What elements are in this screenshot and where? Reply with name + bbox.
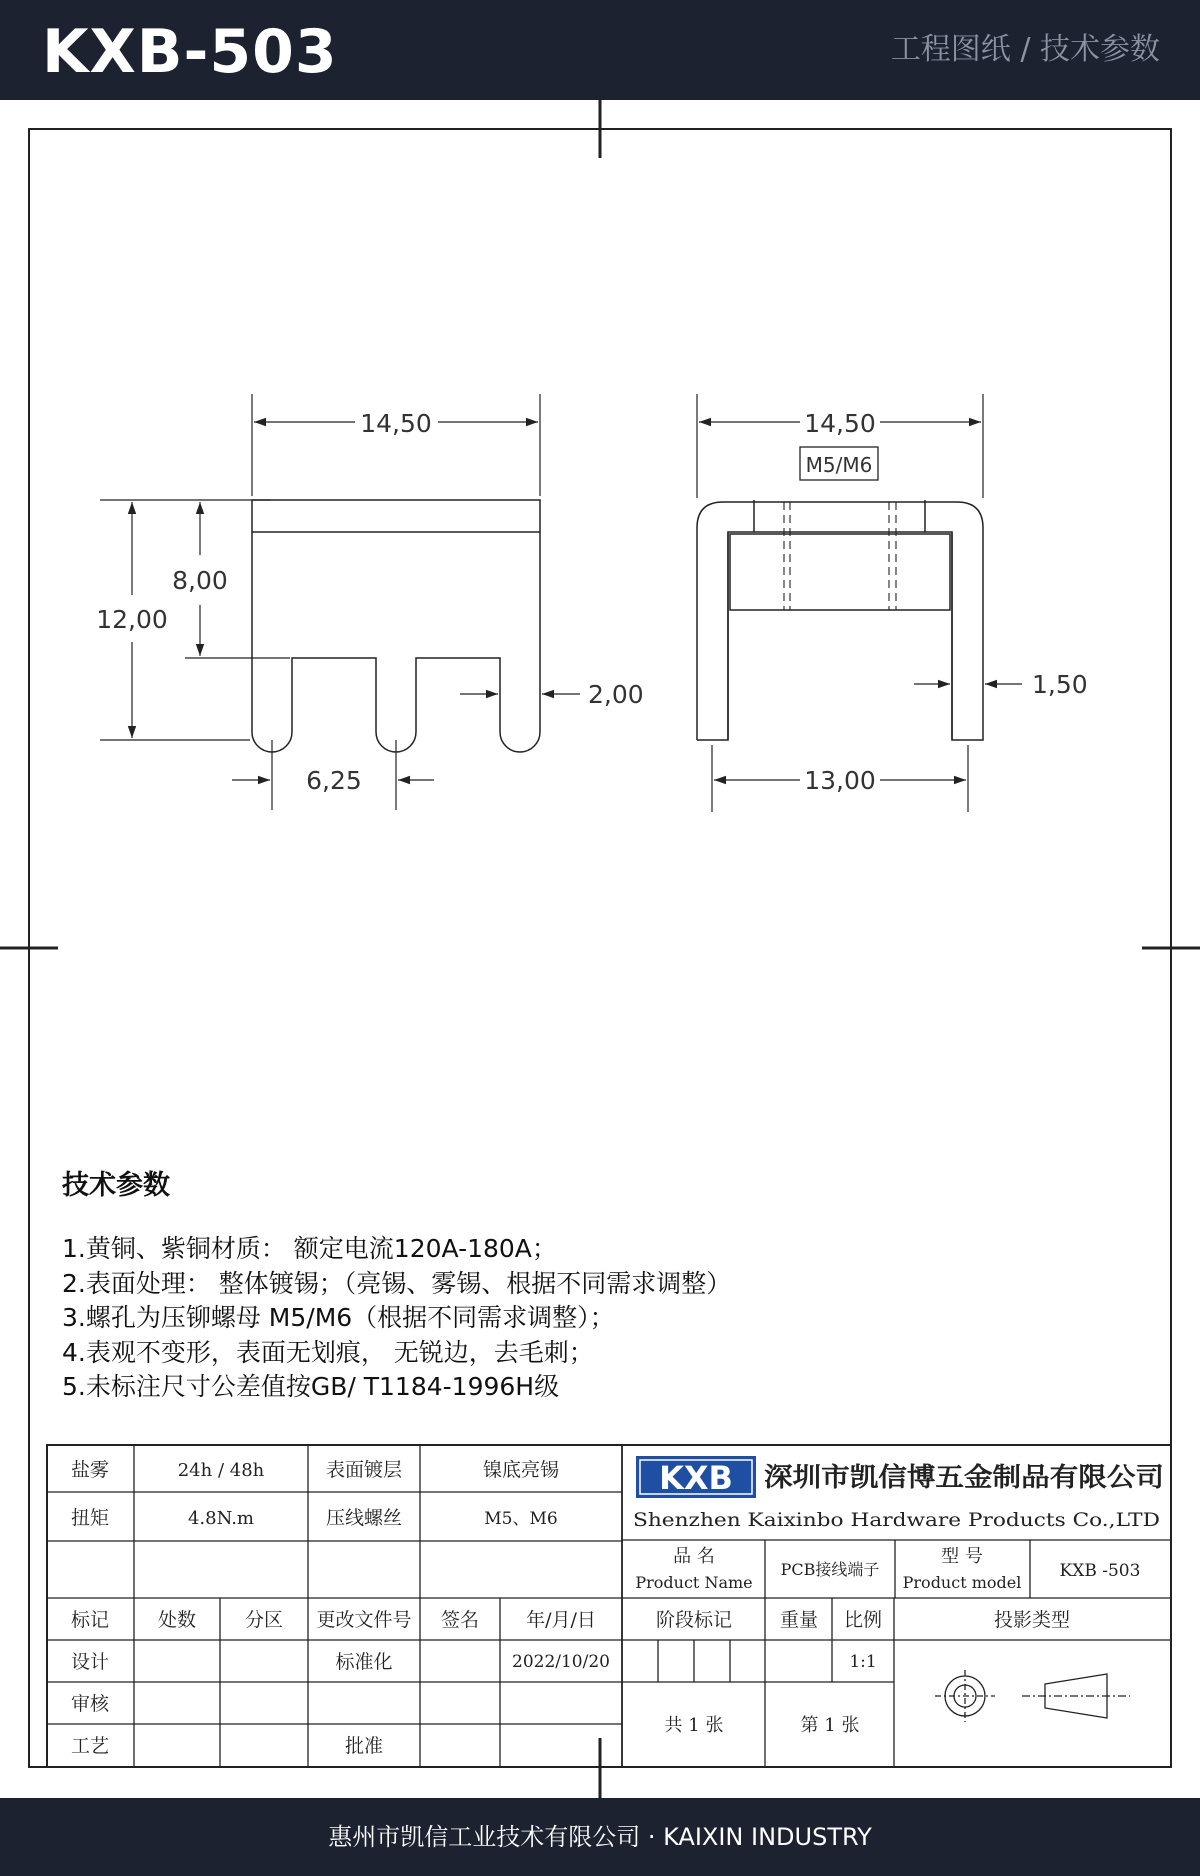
tech-param-item: 5.未标注尺寸公差值按GB/ T1184-1996H级 — [62, 1372, 560, 1401]
header-sign: 签名 — [440, 1609, 480, 1631]
dim-thickness: 1,50 — [1032, 670, 1088, 699]
torque-label: 扭矩 — [70, 1507, 110, 1529]
design-label: 设计 — [70, 1651, 110, 1673]
tech-param-item: 3.螺孔为压铆螺母 M5/M6（根据不同需求调整）； — [62, 1303, 615, 1332]
header-mark: 标记 — [70, 1609, 110, 1631]
model-title: KXB-503 — [42, 17, 338, 87]
product-model-label-en: Product model — [902, 1573, 1022, 1592]
company-name-cn: 深圳市凯信博五金制品有限公司 — [764, 1463, 1129, 1493]
dim-side-width: 14,50 — [804, 409, 876, 438]
logo-text: KXB — [659, 1459, 733, 1497]
screw-label: 压线螺丝 — [325, 1507, 403, 1529]
process-label: 工艺 — [70, 1735, 110, 1757]
header-date: 年/月/日 — [526, 1609, 596, 1631]
product-model-value: KXB -503 — [1059, 1561, 1141, 1581]
product-name-label-cn: 品 名 — [673, 1546, 715, 1567]
dim-front-height: 12,00 — [96, 605, 168, 634]
tech-params-list — [62, 1232, 1112, 1405]
footer-bar — [0, 1798, 1200, 1876]
drawing-sheet — [0, 100, 1200, 1798]
plating-label: 表面镀层 — [325, 1459, 403, 1481]
header-count: 处数 — [157, 1609, 197, 1631]
header-zone: 分区 — [244, 1609, 284, 1631]
header-scale: 比例 — [843, 1609, 883, 1631]
torque-value: 4.8N.m — [187, 1508, 255, 1529]
dim-inner: 13,00 — [804, 766, 876, 795]
header-projection: 投影类型 — [993, 1609, 1071, 1631]
dim-pin-width: 2,00 — [588, 680, 644, 709]
header-weight: 重量 — [779, 1609, 819, 1631]
tech-param-item: 2.表面处理： 整体镀锡；（亮锡、雾锡、根据不同需求调整） — [62, 1268, 732, 1298]
approve-label: 批准 — [344, 1735, 384, 1757]
screw-value: M5、M6 — [484, 1509, 558, 1529]
product-name-label-en: Product Name — [635, 1573, 753, 1592]
dim-pitch: 6,25 — [306, 766, 362, 795]
header-doc: 更改文件号 — [316, 1609, 412, 1631]
dim-slot-depth: 8,00 — [172, 566, 228, 595]
tech-params — [62, 1168, 1112, 1405]
review-label: 审核 — [70, 1693, 110, 1715]
footer-text: 惠州市凯信工业技术有限公司 · KAIXIN INDUSTRY — [328, 1823, 872, 1851]
projection-symbol-icon — [935, 1670, 1130, 1722]
company-name-en: Shenzhen Kaixinbo Hardware Products Co.,LTD — [633, 1509, 1160, 1531]
company-logo — [636, 1456, 756, 1498]
dim-front-width: 14,50 — [360, 409, 432, 438]
sheet-number: 第 1 张 — [800, 1715, 860, 1736]
plating-value: 镍底亮锡 — [482, 1459, 560, 1481]
header-stage: 阶段标记 — [655, 1609, 733, 1631]
page-subtitle: 工程图纸 / 技术参数 — [890, 32, 1160, 67]
scale-value: 1:1 — [849, 1652, 877, 1672]
product-name-value: PCB接线端子 — [780, 1560, 880, 1579]
total-sheets: 共 1 张 — [664, 1715, 724, 1736]
salt-spray-value: 24h / 48h — [177, 1460, 265, 1481]
front-view — [100, 394, 580, 810]
title-block — [47, 1445, 1171, 1767]
thread-label: M5/M6 — [805, 453, 873, 477]
standard-label: 标准化 — [335, 1651, 393, 1673]
date-value: 2022/10/20 — [512, 1652, 610, 1672]
tech-params-title: 技术参数 — [62, 1170, 170, 1201]
header-bar — [0, 0, 1200, 100]
tech-param-item: 4.表观不变形，表面无划痕， 无锐边，去毛刺； — [62, 1337, 594, 1367]
tech-param-item: 1.黄铜、紫铜材质： 额定电流120A-180A； — [62, 1234, 557, 1263]
salt-spray-label: 盐雾 — [70, 1459, 110, 1481]
product-model-label-cn: 型 号 — [941, 1546, 983, 1567]
